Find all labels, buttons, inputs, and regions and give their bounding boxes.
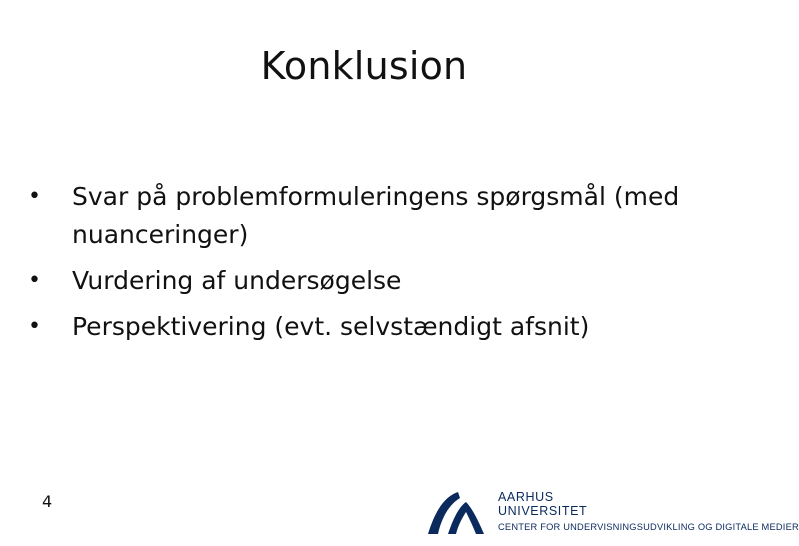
logo-line-universitet: UNIVERSITET xyxy=(498,504,588,518)
bullet-item xyxy=(26,308,706,346)
bullet-marker: • xyxy=(28,184,41,209)
logo-text xyxy=(498,490,799,534)
aarhus-university-logo-icon xyxy=(426,486,488,538)
bullet-text: Svar på problemformuleringens spørgsmål (med nuanceringer) xyxy=(72,182,680,249)
university-logo xyxy=(426,486,799,538)
bullet-marker: • xyxy=(28,314,41,339)
bullet-marker: • xyxy=(28,268,41,293)
bullet-text: Vurdering af undersøgelse xyxy=(72,266,402,295)
bullet-list xyxy=(26,178,706,354)
slide-title: Konklusion xyxy=(260,44,468,88)
bullet-item xyxy=(26,262,706,300)
bullet-item xyxy=(26,178,706,254)
page-number: 4 xyxy=(42,492,53,511)
logo-line-aarhus: AARHUS xyxy=(498,490,554,504)
logo-line-center: CENTER FOR UNDERVISNINGSUDVIKLING OG DIGITALE MEDIER xyxy=(498,522,799,532)
bullet-text: Perspektivering (evt. selvstændigt afsnit) xyxy=(72,312,590,341)
